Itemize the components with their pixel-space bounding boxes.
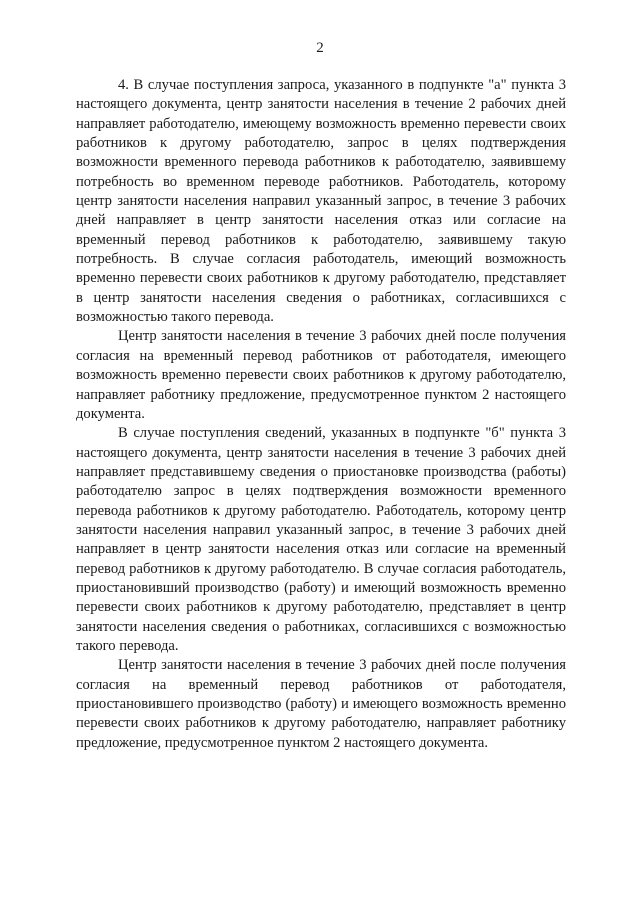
paragraph-employer-consent-offer: Центр занятости населения в течение 3 рабочих дней после получения согласия на временный перевод работников от работодателя, имеющего возможность временно перевести своих работников к другому работодателю, направляет работнику предложение, предусмотренное пунктом 2 настоящего документа.	[76, 328, 566, 422]
paragraph-suspension-consent-offer: Центр занятости населения в течение 3 рабочих дней после получения согласия на временный перевод работников от работодателя, приостановившего производство (работу) и имеющего возможность временно перевести своих работников к другому работодателю, направляет работнику предложение, предусмотренное пунктом 2 настоящего документа.	[76, 657, 566, 751]
document-body	[76, 76, 566, 753]
paragraph-item-4: 4. В случае поступления запроса, указанного в подпункте "а" пункта 3 настоящего документа, центр занятости населения в течение 2 рабочих дней направляет работодателю, имеющему возможность временно перевести своих работников к другому работодателю, запрос в целях подтверждения возможности временного перевода работников к работодателю, заявившему потребность во временном переводе работников. Работодатель, которому центр занятости населения направил указанный запрос, в течение 3 рабочих дней направляет в центр занятости населения отказ или согласие на временный перевод работников к работодателю, заявившему такую потребность. В случае согласия работодатель, имеющий возможность временно перевести своих работников к другому работодателю, представляет в центр занятости населения сведения о работниках, согласившихся с возможностью такого перевода.	[76, 77, 566, 326]
page-number: 2	[316, 40, 324, 56]
paragraph-suspension-info: В случае поступления сведений, указанных в подпункте "б" пункта 3 настоящего документа, центр занятости населения в течение 3 рабочих дней направляет представившему сведения о приостановке производства (работы) работодателю запрос в целях подтверждения возможности временного перевода работников к другому работодателю. Работодатель, которому центр занятости населения направил указанный запрос, в течение 3 рабочих дней направляет в центр занятости населения отказ или согласие на временный перевод работников к другому работодателю. В случае согласия работодатель, приостановивший производство (работу) и имеющий возможность временно перевести своих работников к другому работодателю, представляет в центр занятости населения сведения о работниках, согласившихся с возможностью такого перевода.	[76, 425, 566, 654]
